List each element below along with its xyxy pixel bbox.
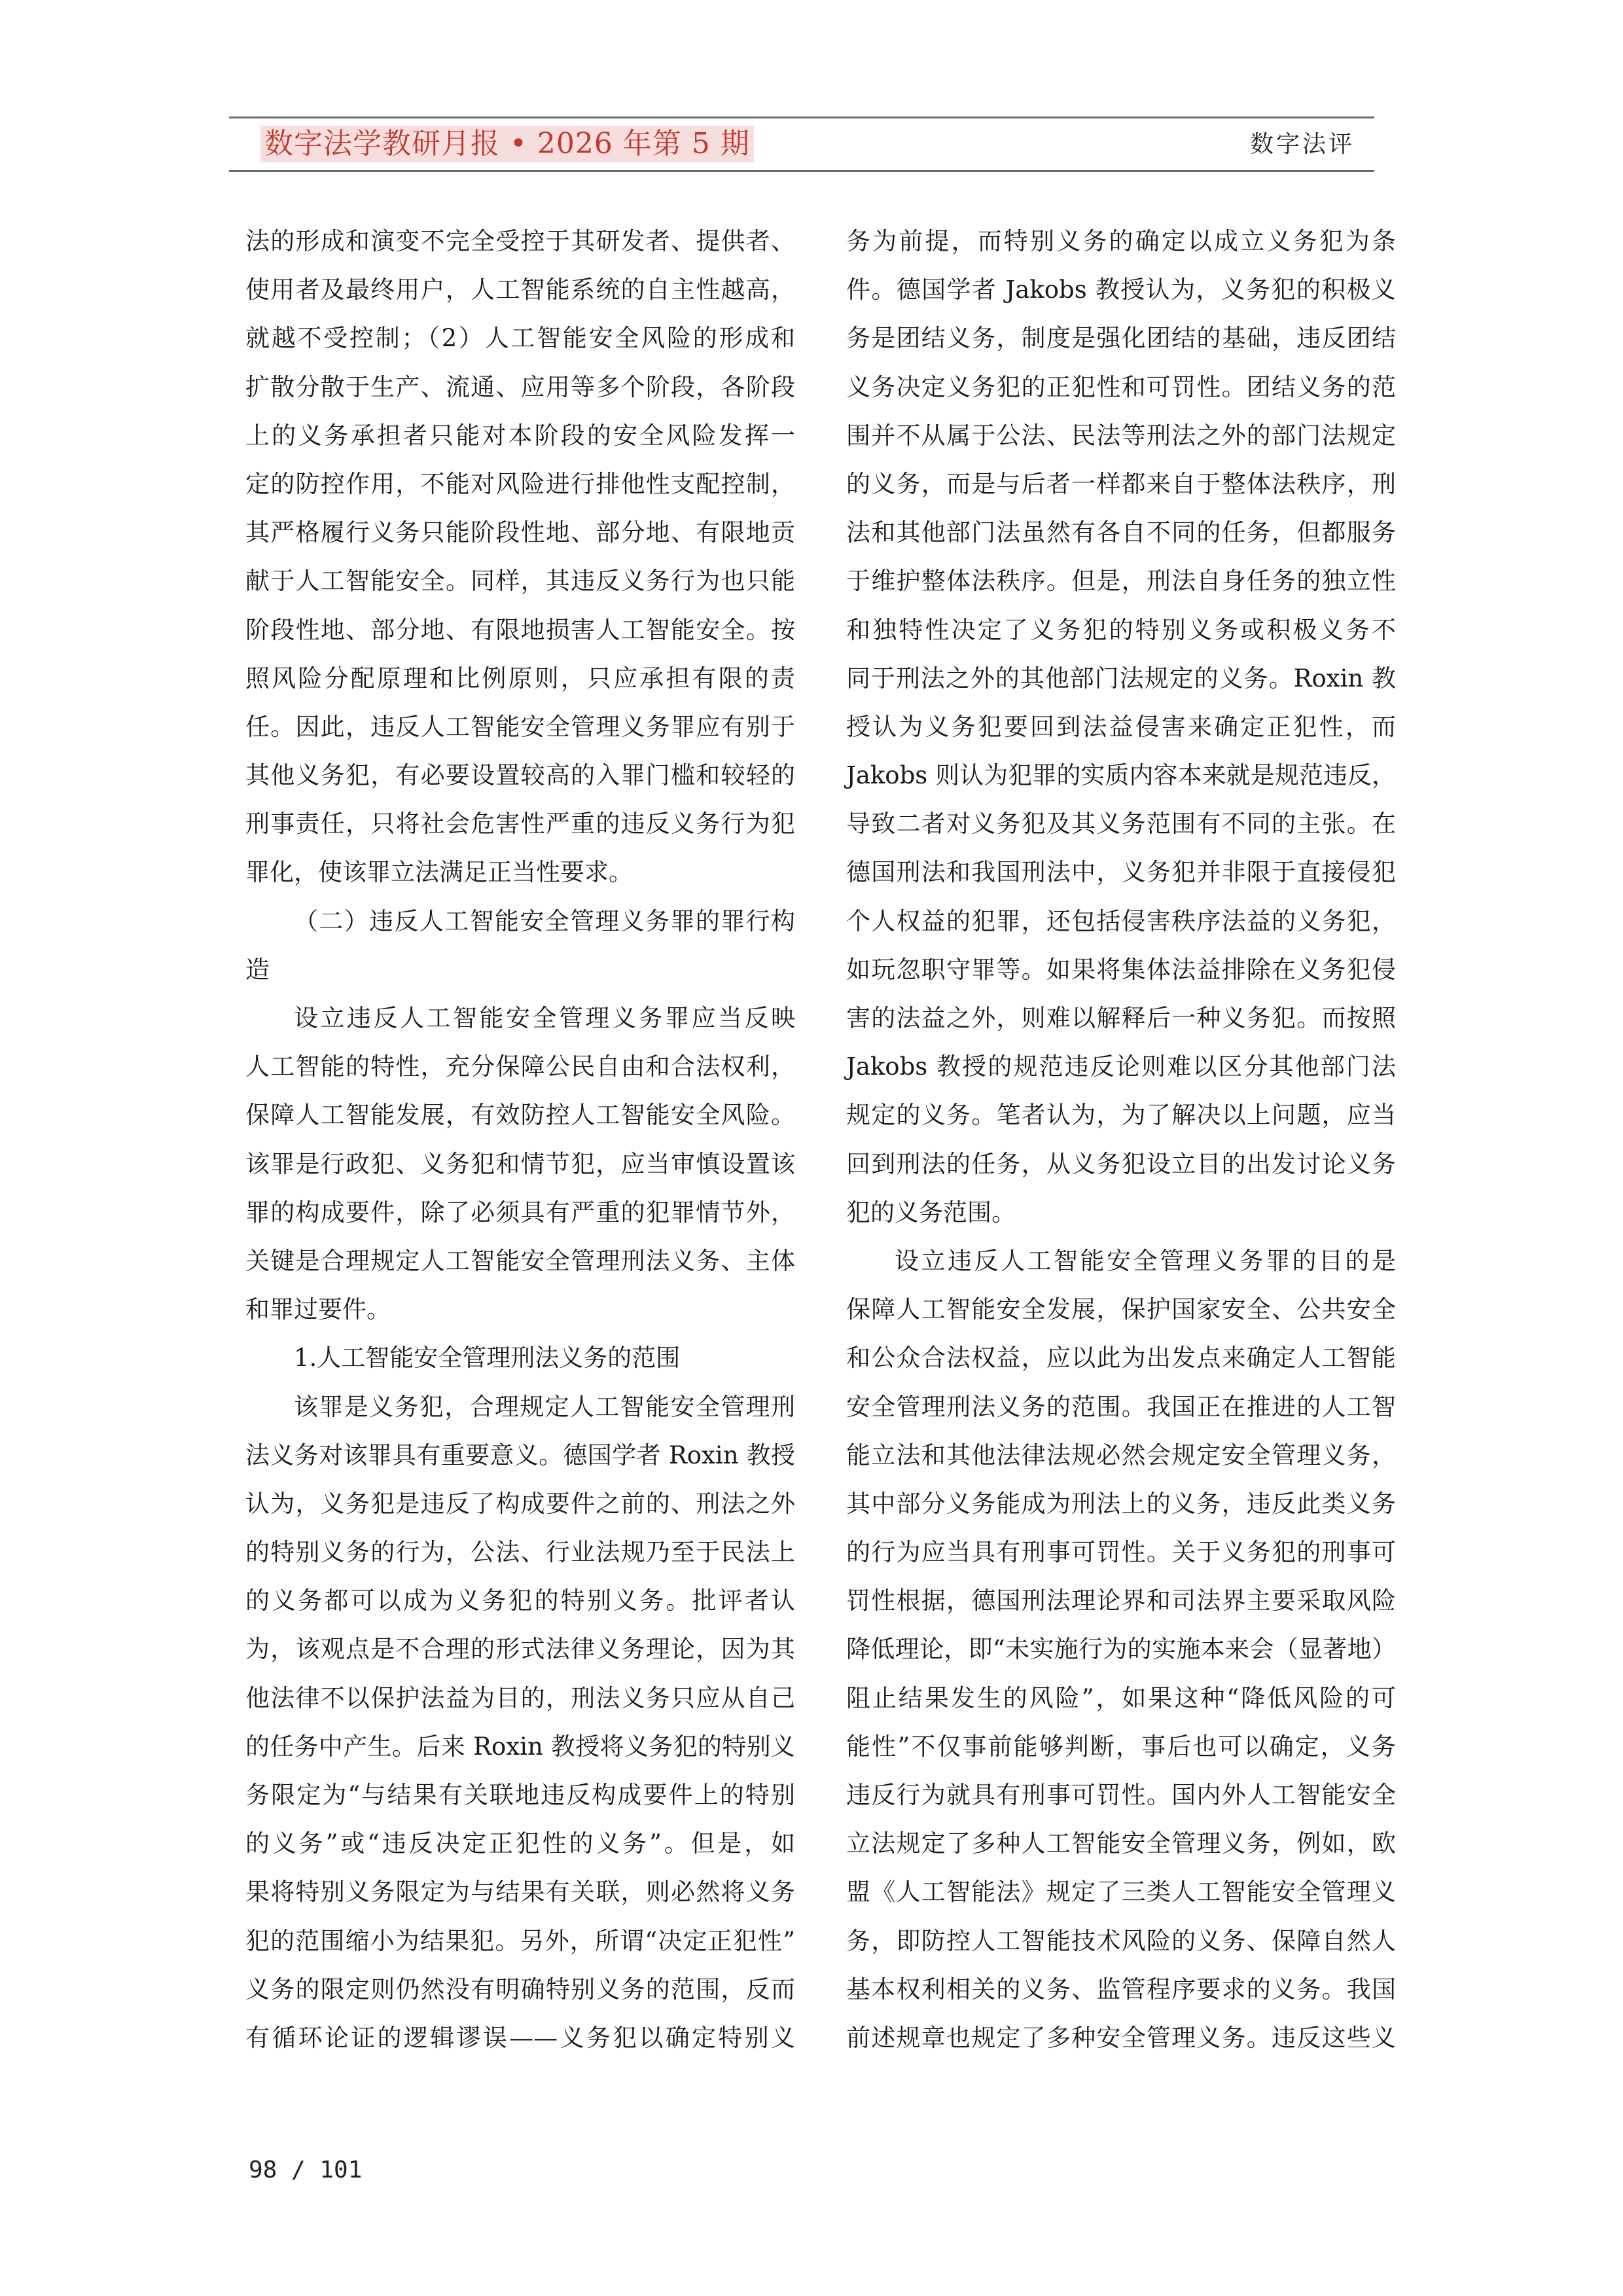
text-line: 导致二者对义务犯及其义务范围有不同的主张。在 [846,810,1396,838]
text-line: （二）违反人工智能安全管理义务罪的罪行构 [294,906,795,935]
page-number: 98 / 101 [249,2157,363,2183]
text-line: 上的义务承担者只能对本阶段的安全风险发挥一 [245,421,795,450]
text-line: 同于刑法之外的其他部门法规定的义务。Roxin 教 [846,664,1396,692]
text-line: 扩散分散于生产、流通、应用等多个阶段，各阶段 [245,372,795,401]
text-line: 的特别义务的行为，公法、行业法规乃至于民法上 [245,1538,795,1567]
text-line: 德国刑法和我国刑法中，义务犯并非限于直接侵犯 [846,858,1396,887]
right-text-column [846,217,1396,2062]
text-line: 为，该观点是不合理的形式法律义务理论，因为其 [245,1635,795,1664]
text-line: 能性”不仅事前能够判断，事后也可以确定，义务 [846,1732,1396,1761]
text-line: 定的防控作用，不能对风险进行排他性支配控制， [245,469,795,498]
text-line: 法义务对该罪具有重要意义。德国学者 Roxin 教授 [245,1441,795,1469]
text-line: 和公众合法权益，应以此为出发点来确定人工智能 [846,1344,1396,1372]
text-line: 的义务都可以成为义务犯的特别义务。批评者认 [245,1587,795,1615]
text-line: 的任务中产生。后来 Roxin 教授将义务犯的特别义 [245,1732,795,1761]
text-line: 和罪过要件。 [245,1295,391,1324]
text-line: 阶段性地、部分地、有限地损害人工智能安全。按 [245,615,795,644]
text-line: 降低理论，即“未实施行为的实施本来会（显著地） [846,1635,1396,1664]
text-line: 规定的义务。笔者认为，为了解决以上问题，应当 [846,1101,1396,1130]
text-line: 保障人工智能安全发展，保护国家安全、公共安全 [846,1295,1396,1324]
text-line: 罪化，使该罪立法满足正当性要求。 [245,858,633,887]
text-line: 其中部分义务能成为刑法上的义务，违反此类义务 [846,1489,1396,1518]
text-line: 人工智能的特性，充分保障公民自由和合法权利， [245,1052,795,1081]
text-line: 能立法和其他法律法规必然会规定安全管理义务， [846,1441,1396,1469]
text-line: 犯的义务范围。 [846,1198,1016,1227]
text-line: 其他义务犯，有必要设置较高的入罪门槛和较轻的 [245,761,795,790]
text-line: 立法规定了多种人工智能安全管理义务，例如，欧 [846,1829,1396,1858]
text-line: 盟《人工智能法》规定了三类人工智能安全管理义 [846,1878,1396,1907]
text-line: 1.人工智能安全管理刑法义务的范围 [294,1344,681,1372]
text-line: 个人权益的犯罪，还包括侵害秩序法益的义务犯， [846,906,1396,935]
text-line: 授认为义务犯要回到法益侵害来确定正犯性，而 [846,712,1396,741]
text-line: 就越不受控制；（2）人工智能安全风险的形成和 [245,324,795,353]
text-line: 罚性根据，德国刑法理论界和司法界主要采取风险 [846,1587,1396,1615]
text-line: 的义务”或“违反决定正犯性的义务”。但是，如 [245,1829,795,1858]
text-line: 造 [245,955,270,984]
text-line: 务为前提，而特别义务的确定以成立义务犯为条 [846,227,1396,255]
header-top-rule [229,117,1374,118]
text-line: 有循环论证的逻辑谬误——义务犯以确定特别义 [245,2023,795,2052]
text-line: 果将特别义务限定为与结果有关联，则必然将义务 [245,1878,795,1907]
text-line: 基本权利相关的义务、监管程序要求的义务。我国 [846,1975,1396,2003]
text-line: 回到刑法的任务，从义务犯设立目的出发讨论义务 [846,1149,1396,1178]
text-line: 务，即防控人工智能技术风险的义务、保障自然人 [846,1926,1396,1955]
text-line: 献于人工智能安全。同样，其违反义务行为也只能 [245,567,795,596]
text-line: Jakobs 则认为犯罪的实质内容本来就是规范违反， [846,761,1396,790]
text-line: 关键是合理规定人工智能安全管理刑法义务、主体 [245,1246,795,1275]
text-line: 前述规章也规定了多种安全管理义务。违反这些义 [846,2023,1396,2052]
text-line: 他法律不以保护法益为目的，刑法义务只应从自己 [245,1683,795,1712]
text-line: 设立违反人工智能安全管理义务罪的目的是 [895,1246,1396,1275]
header-bottom-rule [229,170,1374,172]
text-line: 刑事责任，只将社会危害性严重的违反义务行为犯 [245,810,795,838]
text-line: 阻止结果发生的风险”，如果这种“降低风险的可 [846,1683,1396,1712]
text-line: 该罪是义务犯，合理规定人工智能安全管理刑 [294,1392,795,1421]
text-line: 的义务，而是与后者一样都来自于整体法秩序，刑 [846,469,1396,498]
section-title: 数字法评 [1249,131,1355,158]
text-line: 务限定为“与结果有关联地违反构成要件上的特别 [245,1781,795,1809]
text-line: Jakobs 教授的规范违反论则难以区分其他部门法 [846,1052,1396,1081]
text-line: 认为，义务犯是违反了构成要件之前的、刑法之外 [245,1489,795,1518]
text-line: 任。因此，违反人工智能安全管理义务罪应有别于 [245,712,795,741]
text-line: 保障人工智能发展，有效防控人工智能安全风险。 [245,1101,795,1130]
text-line: 围并不从属于公法、民法等刑法之外的部门法规定 [846,421,1396,450]
text-line: 的行为应当具有刑事可罚性。关于义务犯的刑事可 [846,1538,1396,1567]
text-line: 害的法益之外，则难以解释后一种义务犯。而按照 [846,1004,1396,1032]
text-line: 义务的限定则仍然没有明确特别义务的范围，反而 [245,1975,795,2003]
text-line: 义务决定义务犯的正犯性和可罚性。团结义务的范 [846,372,1396,401]
text-line: 罪的构成要件，除了必须具有严重的犯罪情节外， [245,1198,795,1227]
text-line: 和独特性决定了义务犯的特别义务或积极义务不 [846,615,1396,644]
left-text-column [245,217,795,2062]
text-line: 件。德国学者 Jakobs 教授认为，义务犯的积极义 [846,276,1396,304]
text-line: 犯的范围缩小为结果犯。另外，所谓“决定正犯性” [245,1926,795,1955]
text-line: 该罪是行政犯、义务犯和情节犯，应当审慎设置该 [245,1149,795,1178]
text-line: 使用者及最终用户，人工智能系统的自主性越高， [245,276,795,304]
journal-title: 数字法学教研月报 • 2026 年第 5 期 [260,126,754,162]
text-line: 如玩忽职守罪等。如果将集体法益排除在义务犯侵 [846,955,1396,984]
text-line: 法和其他部门法虽然有各自不同的任务，但都服务 [846,518,1396,547]
text-line: 安全管理刑法义务的范围。我国正在推进的人工智 [846,1392,1396,1421]
text-line: 务是团结义务，制度是强化团结的基础，违反团结 [846,324,1396,353]
text-line: 违反行为就具有刑事可罚性。国内外人工智能安全 [846,1781,1396,1809]
text-line: 设立违反人工智能安全管理义务罪应当反映 [294,1004,795,1032]
text-line: 于维护整体法秩序。但是，刑法自身任务的独立性 [846,567,1396,596]
text-line: 法的形成和演变不完全受控于其研发者、提供者、 [245,227,795,255]
text-line: 照风险分配原理和比例原则，只应承担有限的责 [245,664,795,692]
text-line: 其严格履行义务只能阶段性地、部分地、有限地贡 [245,518,795,547]
